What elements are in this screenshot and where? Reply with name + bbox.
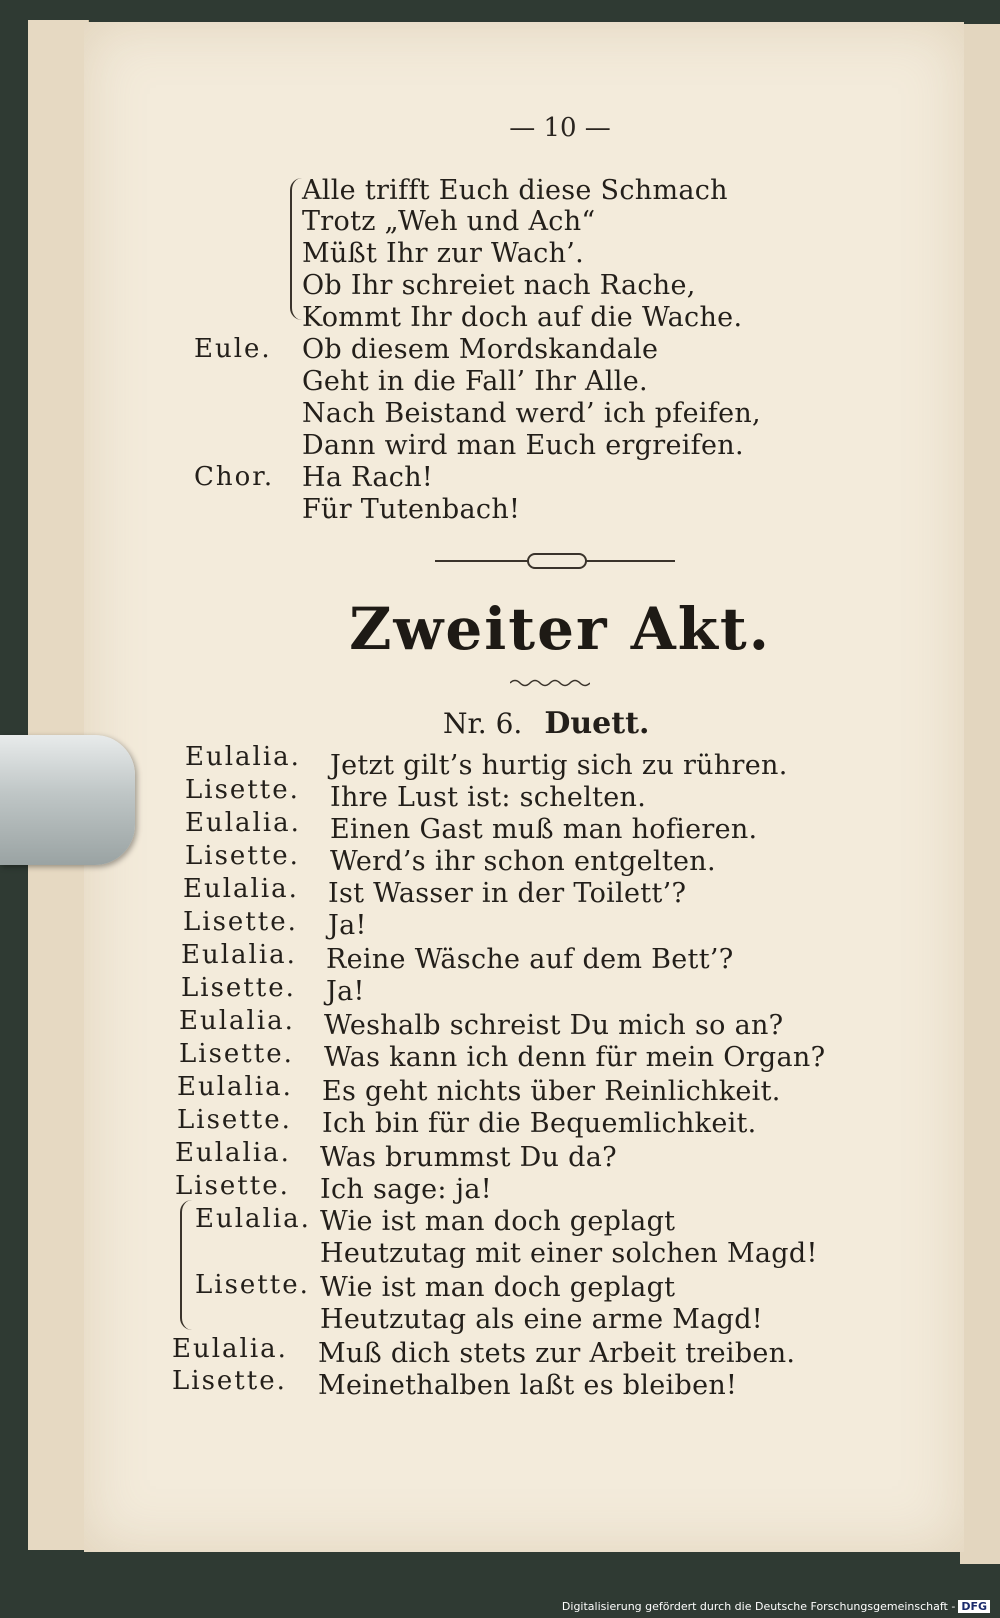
speaker: Eulalia. — [185, 808, 301, 838]
act-title: Zweiter Akt. — [349, 595, 771, 663]
speaker: Eulalia. — [175, 1138, 291, 1168]
dialogue-line: Ist Wasser in der Toilett’? — [328, 878, 687, 909]
dialogue-line: Jetzt gilt’s hurtig sich zu rühren. — [330, 750, 788, 781]
speaker: Lisette. — [195, 1270, 310, 1300]
eule-line: Dann wird man Euch ergreifen. — [302, 430, 744, 461]
speaker: Lisette. — [177, 1105, 292, 1135]
speaker: Lisette. — [185, 841, 300, 871]
eule-line: Nach Beistand werd’ ich pfeifen, — [302, 398, 761, 429]
speaker: Lisette. — [183, 907, 298, 937]
speaker: Eulalia. — [195, 1204, 311, 1234]
number-heading — [443, 706, 649, 741]
dialogue-line: Einen Gast muß man hofieren. — [330, 814, 758, 845]
dfg-logo: DFG — [958, 1600, 990, 1613]
page-number: — 10 — — [509, 113, 611, 143]
together-line: Wie ist man doch geplagt — [320, 1272, 676, 1303]
duet-title: Duett. — [544, 706, 650, 741]
speaker: Lisette. — [185, 775, 300, 805]
speaker: Eulalia. — [183, 874, 299, 904]
together-line: Heutzutag als eine arme Magd! — [320, 1304, 763, 1335]
eule-line: Geht in die Fall’ Ihr Alle. — [302, 366, 648, 397]
number-label: Nr. 6. — [443, 707, 523, 740]
chor-line: Ha Rach! — [302, 462, 434, 493]
speaker: Eulalia. — [177, 1072, 293, 1102]
together-line: Heutzutag mit einer solchen Magd! — [320, 1238, 818, 1269]
dialogue-line: Ihre Lust ist: schelten. — [330, 782, 647, 813]
dialogue-line: Werd’s ihr schon entgelten. — [330, 846, 716, 877]
speaker-chor: Chor. — [194, 462, 275, 492]
book-right-edge — [960, 24, 1000, 1564]
dialogue-line: Was kann ich denn für mein Organ? — [324, 1042, 826, 1073]
speaker: Lisette. — [181, 973, 296, 1003]
speaker: Lisette. — [175, 1171, 290, 1201]
verse-line: Alle trifft Euch diese Schmach — [302, 175, 728, 206]
speaker: Eulalia. — [181, 940, 297, 970]
dialogue-line: Reine Wäsche auf dem Bett’? — [326, 944, 734, 975]
verse-line: Müßt Ihr zur Wach’. — [302, 238, 585, 269]
dialogue-line: Ja! — [328, 910, 367, 941]
footer-text: Digitalisierung gefördert durch die Deutsche Forschungsgemeinschaft - — [561, 1600, 956, 1613]
speaker: Lisette. — [179, 1039, 294, 1069]
verse-line: Trotz „Weh und Ach“ — [302, 206, 596, 237]
verse-line: Kommt Ihr doch auf die Wache. — [302, 302, 743, 333]
speaker: Lisette. — [172, 1366, 287, 1396]
dialogue-line: Ich bin für die Bequemlichkeit. — [322, 1108, 757, 1139]
digitization-footer — [558, 1599, 994, 1614]
title-squiggle — [510, 678, 590, 688]
speaker: Eulalia. — [179, 1006, 295, 1036]
dialogue-line: Es geht nichts über Reinlichkeit. — [322, 1076, 781, 1107]
speaker-eule: Eule. — [194, 334, 272, 364]
together-line: Wie ist man doch geplagt — [320, 1206, 676, 1237]
dialogue-line: Weshalb schreist Du mich so an? — [324, 1010, 784, 1041]
eule-line: Ob diesem Mordskandale — [302, 334, 659, 365]
together-brace — [180, 1200, 192, 1330]
chor-line: Für Tutenbach! — [302, 494, 521, 525]
speaker: Eulalia. — [185, 742, 301, 772]
dialogue-line: Meinethalben laßt es bleiben! — [318, 1370, 738, 1401]
dialogue-line: Ja! — [326, 976, 365, 1007]
page-clip — [0, 735, 135, 865]
dialogue-line: Ich sage: ja! — [320, 1174, 492, 1205]
dialogue-line: Was brummst Du da? — [320, 1142, 617, 1173]
verse-brace — [290, 178, 302, 320]
section-divider — [435, 560, 675, 562]
divider-ornament — [527, 553, 587, 569]
verse-line: Ob Ihr schreiet nach Rache, — [302, 270, 696, 301]
dialogue-line: Muß dich stets zur Arbeit treiben. — [318, 1338, 796, 1369]
speaker: Eulalia. — [172, 1334, 288, 1364]
